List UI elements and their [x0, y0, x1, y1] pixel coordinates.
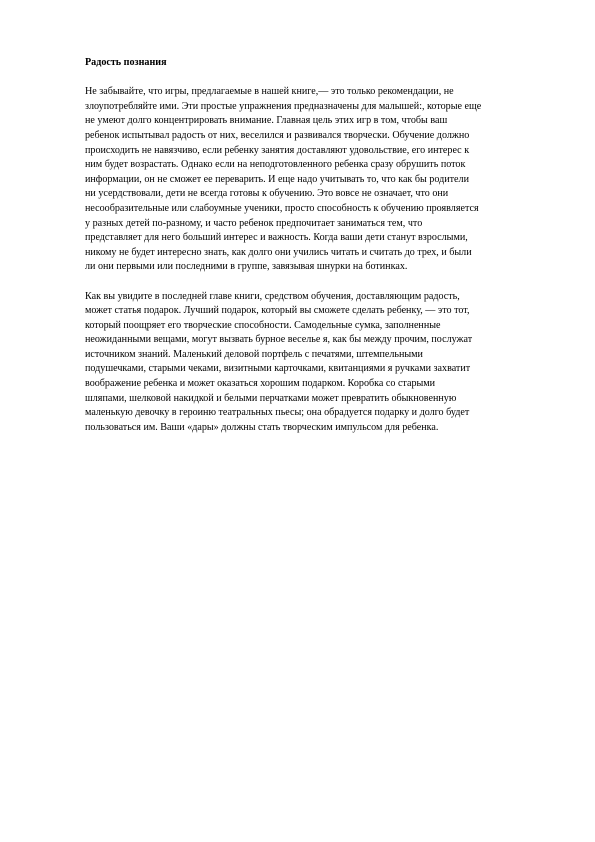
- text-line: воображение ребенка и может оказаться хорошим подарком. Коробка со старыми: [85, 378, 436, 390]
- text-line: у разных детей по-разному, и часто ребенок предпочитает заниматься тем, что: [85, 217, 423, 229]
- paragraph-2: [85, 290, 555, 436]
- text-line: происходить не навязчиво, если ребенку занятия доставляют удовольствие, его интерес к: [85, 144, 470, 156]
- text-line: никому не будет интересно знать, как долго они учились читать и считать до трех, и были: [85, 246, 472, 258]
- text-line: неожиданными вещами, могут вызвать бурное веселье я, как бы между прочим, послужат: [85, 334, 473, 346]
- text-line: Как вы увидите в последней главе книги, средством обучения, доставляющим радость,: [85, 290, 460, 302]
- text-line: подушечками, старыми чеками, визитными карточками, квитанциями я ручками захватит: [85, 363, 471, 375]
- text-line: пользоваться им. Ваши «дары» должны стать творческим импульсом для ребенка.: [85, 421, 439, 433]
- document-title: Радость познания: [85, 57, 167, 68]
- text-line: ни усердствовали, дети не всегда готовы к обучению. Это вовсе не означает, что они: [85, 188, 449, 200]
- text-line: представляет для него больший интерес и важность. Когда ваши дети станут взрослыми,: [85, 232, 468, 244]
- text-line: не умеют долго концентрировать внимание. Главная цель этих игр в том, чтобы ваш: [85, 115, 448, 127]
- paragraph-1: [85, 85, 555, 275]
- text-line: источником знаний. Маленький деловой портфель с печатями, штемпельными: [85, 348, 423, 360]
- text-line: информации, он не сможет ее переварить. И еще надо учитывать то, что как бы родители: [85, 173, 469, 185]
- text-line: маленькую девочку в героиню театральных пьесы; она обрадуется подарку и долго будет: [85, 407, 470, 419]
- text-line: который поощряет его творческие способности. Самодельные сумка, заполненные: [85, 319, 441, 331]
- document-body: [85, 56, 555, 450]
- text-line: Не забывайте, что игры, предлагаемые в нашей книге,— это только рекомендации, не: [85, 86, 454, 98]
- text-line: шляпами, шелковой накидкой и белыми перчатками может превратить обыкновенную: [85, 392, 457, 404]
- text-line: ним будет возрастать. Однако если на неподготовленного ребенка сразу обрушить поток: [85, 159, 466, 171]
- text-line: злоупотребляйте ими. Эти простые упражнения предназначены для малышей:, которые еще: [85, 100, 482, 112]
- text-line: может статья подарок. Лучший подарок, который вы сможете сделать ребенку, — это тот,: [85, 305, 470, 317]
- text-line: ли они первыми или последними в группе, завязывая шнурки на ботинках.: [85, 261, 408, 273]
- text-line: несообразительные или слабоумные ученики, просто способность к обучению проявляется: [85, 202, 479, 214]
- text-line: ребенок испытывал радость от них, веселился и развивался творчески. Обучение должно: [85, 129, 470, 141]
